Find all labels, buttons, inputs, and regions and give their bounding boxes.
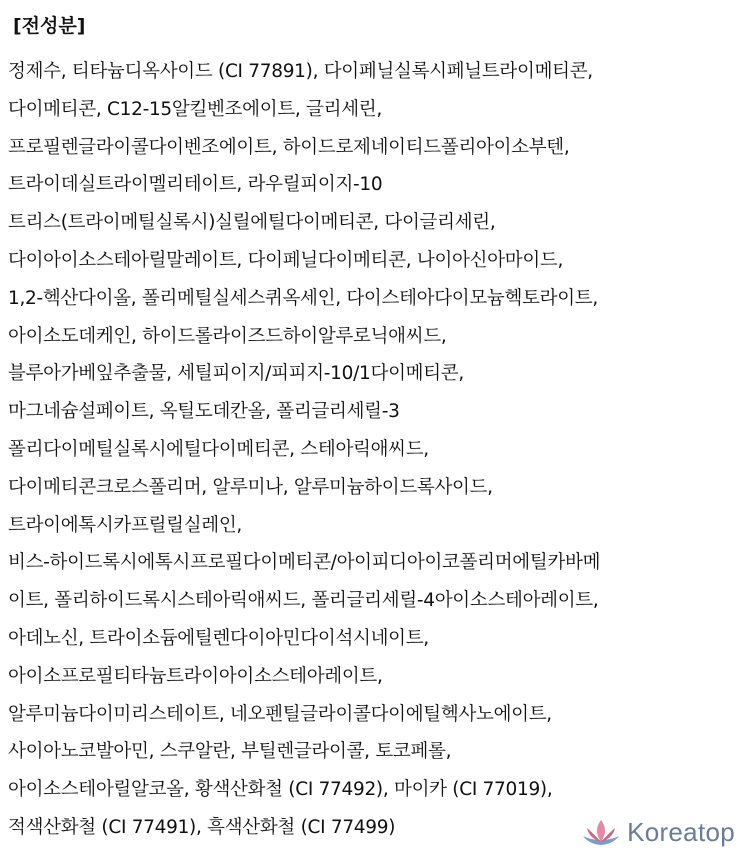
ingredient-line: 사이아노코발아민, 스쿠알란, 부틸렌글라이콜, 토코페롤, [8,741,452,763]
ingredient-line: 프로필렌글라이콜다이벤조에이트, 하이드로제네이티드폴리아이소부텐, [8,136,570,158]
watermark-text: Koreatop [627,817,735,847]
ingredient-line: 트라이데실트라이멜리테이트, 라우릴피이지-10 [8,174,383,196]
ingredient-line: 트리스(트라이메틸실록시)실릴에틸다이메티콘, 다이글리세린, [8,212,496,234]
ingredient-line: 아이소도데케인, 하이드롤라이즈드하이알루로닉애씨드, [8,325,447,347]
ingredient-line: 알루미늄다이미리스테이트, 네오펜틸글라이콜다이에틸헥사노에이트, [8,703,552,725]
ingredient-line: 블루아가베잎추출물, 세틸피이지/피피지-10/1다이메티콘, [8,363,464,385]
ingredient-line: 트라이에톡시카프릴릴실레인, [8,514,243,536]
koreatop-watermark [581,817,735,848]
lotus-icon [581,818,621,848]
ingredient-line: 폴리다이메틸실록시에틸다이메티콘, 스테아릭애씨드, [8,438,429,460]
ingredient-lines [8,53,743,847]
ingredients-heading: [전성분] [13,15,86,37]
ingredient-line: 다이메티콘크로스폴리머, 알루미나, 알루미늄하이드록사이드, [8,476,493,498]
ingredient-line: 이트, 폴리하이드록시스테아릭애씨드, 폴리글리세릴-4아이소스테아레이트, [8,590,599,612]
ingredient-line: 다이메티콘, C12-15알킬벤조에이트, 글리세린, [8,98,382,120]
ingredient-line: 아이소프로필티타늄트라이아이소스테아레이트, [8,665,383,687]
ingredient-line: 아데노신, 트라이소듐에틸렌다이아민다이석시네이트, [8,627,429,649]
ingredients-document [8,14,743,847]
ingredient-line: 다이아이소스테아릴말레이트, 다이페닐다이메티콘, 나이아신아마이드, [8,249,564,271]
ingredient-line: 비스-하이드록시에톡시프로필다이메티콘/아이피디아이코폴리머에틸카바메 [8,552,601,574]
ingredient-line: 아이소스테아릴알코올, 황색산화철 (CI 77492), 마이카 (CI 77019), [8,779,553,801]
ingredient-line: 적색산화철 (CI 77491), 흑색산화철 (CI 77499) [8,816,396,838]
ingredient-line: 1,2-헥산다이올, 폴리메틸실세스퀴옥세인, 다이스테아다이모늄헥토라이트, [8,287,598,309]
ingredient-line: 정제수, 티타늄디옥사이드 (CI 77891), 다이페닐실록시페닐트라이메티콘, [8,61,593,82]
ingredient-line: 마그네슘설페이트, 옥틸도데칸올, 폴리글리세릴-3 [8,401,400,423]
